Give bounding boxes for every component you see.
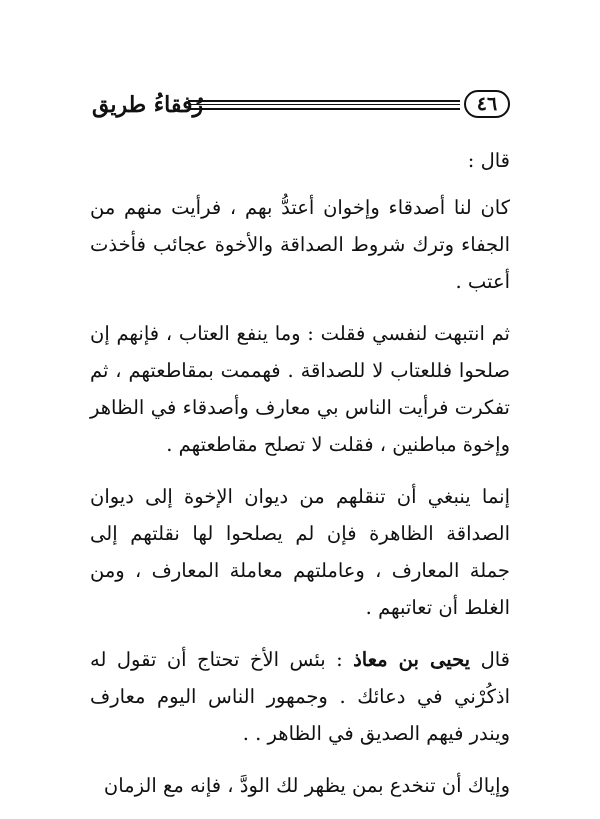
page-number: ٤٦ bbox=[476, 92, 498, 115]
paragraph-2: ثم انتبهت لنفسي فقلت : وما ينفع العتاب ، فإنهم إن صلحوا فللعتاب لا للصداقة . فهممت بمقاطعتهم ، ثم تفكرت فرأيت الناس بي معارف وأصدقاء في الظاهر وإخوة مباطنين ، فقلت لا تصلح مقاطعتهم . bbox=[90, 322, 510, 456]
page-number-badge bbox=[464, 90, 510, 118]
quote-prefix: قال bbox=[480, 648, 510, 671]
paragraph-3: إنما ينبغي أن تنقلهم من ديوان الإخوة إلى ديوان الصداقة الظاهرة فإن لم يصلحوا لها نقلتهم إلى جملة المعارف ، وعاملتهم معاملة المعارف ، ومن الغلط أن تعاتبهم . bbox=[90, 485, 510, 619]
paragraph-1: كان لنا أصدقاء وإخوان أعتدُّ بهم ، فرأيت منهم من الجفاء وترك شروط الصداقة والأخوة عجائب فأخذت أعتب . bbox=[90, 196, 510, 293]
header-divider-rule bbox=[188, 100, 460, 110]
speaker-name: يحيى بن معاذ bbox=[353, 648, 471, 671]
paragraph-intro: قال : bbox=[467, 149, 510, 172]
page-header bbox=[92, 88, 510, 128]
paragraph-5: وإياك أن تنخدع بمن يظهر لك الودَّ ، فإنه مع الزمان bbox=[103, 774, 510, 797]
paragraph-4 bbox=[90, 641, 510, 752]
running-title: رُفقاءُ طريق bbox=[92, 92, 204, 118]
page-body bbox=[90, 142, 510, 819]
quote-text: : بئس الأخ تحتاج أن تقول له اذكُرْني في دعائك . وجمهور الناس اليوم معارف ويندر فيهم الصديق في الظاهر . . bbox=[90, 648, 510, 745]
